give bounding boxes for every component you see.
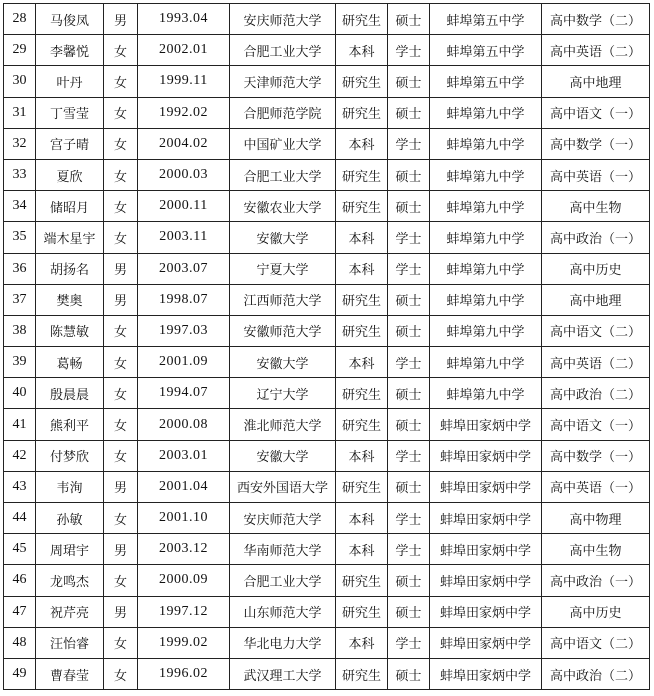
hiring-school-cell: 蚌埠第五中学 [430,66,542,97]
table-row [4,409,650,440]
hiring-school-cell: 蚌埠田家炳中学 [430,471,542,502]
graduate-school-cell: 华南师范大学 [230,534,336,565]
birth-date-cell: 1993.04 [138,4,230,35]
candidate-name-cell: 樊奥 [36,284,104,315]
table-row [4,471,650,502]
hiring-school-cell: 蚌埠田家炳中学 [430,565,542,596]
candidate-name-cell: 马俊凤 [36,4,104,35]
teaching-post-cell: 高中数学（一） [542,128,650,159]
education-level-cell: 本科 [336,222,388,253]
hiring-school-cell: 蚌埠田家炳中学 [430,596,542,627]
row-number-cell: 34 [4,191,36,222]
table-row [4,35,650,66]
education-level-cell: 研究生 [336,284,388,315]
degree-cell: 硕士 [388,565,430,596]
candidate-name-cell: 周珺宇 [36,534,104,565]
row-number-cell: 37 [4,284,36,315]
gender-cell: 女 [104,627,138,658]
education-level-cell: 本科 [336,347,388,378]
education-level-cell: 本科 [336,35,388,66]
table-row [4,159,650,190]
row-number-cell: 31 [4,97,36,128]
gender-cell: 女 [104,440,138,471]
education-level-cell: 本科 [336,534,388,565]
education-level-cell: 研究生 [336,565,388,596]
education-level-cell: 研究生 [336,471,388,502]
teaching-post-cell: 高中生物 [542,191,650,222]
row-number-cell: 44 [4,503,36,534]
education-level-cell: 研究生 [336,66,388,97]
degree-cell: 硕士 [388,191,430,222]
education-level-cell: 本科 [336,627,388,658]
graduate-school-cell: 安庆师范大学 [230,4,336,35]
birth-date-cell: 1997.03 [138,315,230,346]
hiring-school-cell: 蚌埠第九中学 [430,97,542,128]
candidate-name-cell: 曹春莹 [36,658,104,689]
graduate-school-cell: 安徽农业大学 [230,191,336,222]
candidate-name-cell: 陈慧敏 [36,315,104,346]
education-level-cell: 研究生 [336,97,388,128]
degree-cell: 硕士 [388,378,430,409]
gender-cell: 女 [104,658,138,689]
birth-date-cell: 1992.02 [138,97,230,128]
education-level-cell: 研究生 [336,658,388,689]
birth-date-cell: 2001.04 [138,471,230,502]
degree-cell: 学士 [388,347,430,378]
table-row [4,440,650,471]
birth-date-cell: 1996.02 [138,658,230,689]
table-row [4,503,650,534]
degree-cell: 硕士 [388,409,430,440]
degree-cell: 硕士 [388,596,430,627]
hiring-school-cell: 蚌埠第九中学 [430,378,542,409]
graduate-school-cell: 中国矿业大学 [230,128,336,159]
birth-date-cell: 2003.01 [138,440,230,471]
teaching-post-cell: 高中语文（一） [542,97,650,128]
candidate-name-cell: 祝芹亮 [36,596,104,627]
graduate-school-cell: 安徽大学 [230,222,336,253]
candidate-name-cell: 殷晨晨 [36,378,104,409]
teaching-post-cell: 高中数学（一） [542,440,650,471]
graduate-school-cell: 山东师范大学 [230,596,336,627]
gender-cell: 男 [104,471,138,502]
candidate-name-cell: 付梦欣 [36,440,104,471]
gender-cell: 女 [104,565,138,596]
table-body [4,4,650,690]
hiring-school-cell: 蚌埠田家炳中学 [430,503,542,534]
table-row [4,253,650,284]
row-number-cell: 30 [4,66,36,97]
row-number-cell: 29 [4,35,36,66]
gender-cell: 女 [104,97,138,128]
education-level-cell: 本科 [336,440,388,471]
table-row [4,378,650,409]
table-row [4,97,650,128]
teaching-post-cell: 高中英语（一） [542,471,650,502]
table-row [4,534,650,565]
table-row [4,284,650,315]
gender-cell: 男 [104,4,138,35]
candidate-name-cell: 端木星宇 [36,222,104,253]
education-level-cell: 研究生 [336,378,388,409]
graduate-school-cell: 安徽师范大学 [230,315,336,346]
candidate-name-cell: 熊利平 [36,409,104,440]
row-number-cell: 45 [4,534,36,565]
row-number-cell: 28 [4,4,36,35]
candidate-name-cell: 储昭月 [36,191,104,222]
degree-cell: 硕士 [388,315,430,346]
hiring-school-cell: 蚌埠田家炳中学 [430,658,542,689]
graduate-school-cell: 武汉理工大学 [230,658,336,689]
degree-cell: 学士 [388,627,430,658]
row-number-cell: 48 [4,627,36,658]
degree-cell: 学士 [388,222,430,253]
graduate-school-cell: 合肥工业大学 [230,565,336,596]
education-level-cell: 研究生 [336,191,388,222]
degree-cell: 学士 [388,503,430,534]
gender-cell: 女 [104,128,138,159]
gender-cell: 女 [104,35,138,66]
row-number-cell: 32 [4,128,36,159]
education-level-cell: 研究生 [336,596,388,627]
candidate-name-cell: 孙敏 [36,503,104,534]
row-number-cell: 39 [4,347,36,378]
table-row [4,565,650,596]
candidate-name-cell: 韦洵 [36,471,104,502]
degree-cell: 硕士 [388,159,430,190]
candidate-name-cell: 葛畅 [36,347,104,378]
education-level-cell: 研究生 [336,4,388,35]
candidate-name-cell: 丁雪莹 [36,97,104,128]
graduate-school-cell: 华北电力大学 [230,627,336,658]
row-number-cell: 36 [4,253,36,284]
hiring-school-cell: 蚌埠第九中学 [430,222,542,253]
gender-cell: 女 [104,159,138,190]
gender-cell: 女 [104,503,138,534]
candidate-name-cell: 汪怡睿 [36,627,104,658]
education-level-cell: 研究生 [336,159,388,190]
gender-cell: 女 [104,66,138,97]
hiring-school-cell: 蚌埠田家炳中学 [430,534,542,565]
teaching-post-cell: 高中语文（一） [542,409,650,440]
hiring-school-cell: 蚌埠第九中学 [430,128,542,159]
birth-date-cell: 2001.09 [138,347,230,378]
row-number-cell: 41 [4,409,36,440]
degree-cell: 学士 [388,440,430,471]
row-number-cell: 46 [4,565,36,596]
hiring-school-cell: 蚌埠第九中学 [430,159,542,190]
hiring-school-cell: 蚌埠第九中学 [430,253,542,284]
birth-date-cell: 1998.07 [138,284,230,315]
table-row [4,4,650,35]
teaching-post-cell: 高中政治（一） [542,222,650,253]
table-row [4,627,650,658]
teaching-post-cell: 高中地理 [542,284,650,315]
hiring-school-cell: 蚌埠第五中学 [430,35,542,66]
hiring-school-cell: 蚌埠第九中学 [430,191,542,222]
birth-date-cell: 2000.11 [138,191,230,222]
gender-cell: 女 [104,409,138,440]
birth-date-cell: 2002.01 [138,35,230,66]
teaching-post-cell: 高中政治（二） [542,378,650,409]
table-row [4,658,650,689]
birth-date-cell: 2001.10 [138,503,230,534]
teaching-post-cell: 高中英语（二） [542,35,650,66]
degree-cell: 学士 [388,253,430,284]
birth-date-cell: 2003.07 [138,253,230,284]
birth-date-cell: 2000.03 [138,159,230,190]
teaching-post-cell: 高中语文（二） [542,315,650,346]
education-level-cell: 研究生 [336,409,388,440]
birth-date-cell: 1997.12 [138,596,230,627]
birth-date-cell: 2000.09 [138,565,230,596]
education-level-cell: 本科 [336,128,388,159]
table-row [4,596,650,627]
degree-cell: 学士 [388,128,430,159]
degree-cell: 硕士 [388,471,430,502]
birth-date-cell: 2003.12 [138,534,230,565]
gender-cell: 女 [104,347,138,378]
table-row [4,66,650,97]
table-row [4,315,650,346]
teaching-post-cell: 高中历史 [542,253,650,284]
table-row [4,347,650,378]
candidate-name-cell: 李馨悦 [36,35,104,66]
gender-cell: 女 [104,222,138,253]
birth-date-cell: 2000.08 [138,409,230,440]
gender-cell: 女 [104,191,138,222]
graduate-school-cell: 西安外国语大学 [230,471,336,502]
teaching-post-cell: 高中语文（二） [542,627,650,658]
row-number-cell: 40 [4,378,36,409]
row-number-cell: 47 [4,596,36,627]
gender-cell: 男 [104,596,138,627]
candidate-name-cell: 宫子晴 [36,128,104,159]
teaching-post-cell: 高中地理 [542,66,650,97]
education-level-cell: 研究生 [336,315,388,346]
table-row [4,128,650,159]
teaching-post-cell: 高中政治（一） [542,565,650,596]
birth-date-cell: 2003.11 [138,222,230,253]
row-number-cell: 42 [4,440,36,471]
degree-cell: 学士 [388,35,430,66]
gender-cell: 男 [104,253,138,284]
education-level-cell: 本科 [336,503,388,534]
graduate-school-cell: 安庆师范大学 [230,503,336,534]
degree-cell: 硕士 [388,66,430,97]
graduate-school-cell: 淮北师范大学 [230,409,336,440]
graduate-school-cell: 辽宁大学 [230,378,336,409]
birth-date-cell: 2004.02 [138,128,230,159]
candidate-name-cell: 胡扬名 [36,253,104,284]
candidate-name-cell: 叶丹 [36,66,104,97]
hiring-school-cell: 蚌埠第九中学 [430,284,542,315]
degree-cell: 硕士 [388,658,430,689]
gender-cell: 男 [104,284,138,315]
birth-date-cell: 1994.07 [138,378,230,409]
hiring-school-cell: 蚌埠田家炳中学 [430,627,542,658]
gender-cell: 女 [104,378,138,409]
row-number-cell: 38 [4,315,36,346]
row-number-cell: 35 [4,222,36,253]
graduate-school-cell: 天津师范大学 [230,66,336,97]
candidate-name-cell: 夏欣 [36,159,104,190]
graduate-school-cell: 安徽大学 [230,347,336,378]
hiring-school-cell: 蚌埠田家炳中学 [430,440,542,471]
teaching-post-cell: 高中数学（二） [542,4,650,35]
gender-cell: 女 [104,315,138,346]
candidate-name-cell: 龙鸣杰 [36,565,104,596]
birth-date-cell: 1999.02 [138,627,230,658]
candidate-table [3,3,650,690]
hiring-school-cell: 蚌埠第九中学 [430,347,542,378]
hiring-school-cell: 蚌埠第九中学 [430,315,542,346]
graduate-school-cell: 宁夏大学 [230,253,336,284]
degree-cell: 硕士 [388,4,430,35]
gender-cell: 男 [104,534,138,565]
degree-cell: 硕士 [388,284,430,315]
degree-cell: 硕士 [388,97,430,128]
graduate-school-cell: 合肥师范学院 [230,97,336,128]
row-number-cell: 49 [4,658,36,689]
teaching-post-cell: 高中英语（一） [542,159,650,190]
table-row [4,222,650,253]
teaching-post-cell: 高中生物 [542,534,650,565]
birth-date-cell: 1999.11 [138,66,230,97]
teaching-post-cell: 高中历史 [542,596,650,627]
graduate-school-cell: 合肥工业大学 [230,159,336,190]
row-number-cell: 43 [4,471,36,502]
table-row [4,191,650,222]
education-level-cell: 本科 [336,253,388,284]
teaching-post-cell: 高中英语（二） [542,347,650,378]
row-number-cell: 33 [4,159,36,190]
graduate-school-cell: 安徽大学 [230,440,336,471]
hiring-school-cell: 蚌埠田家炳中学 [430,409,542,440]
degree-cell: 学士 [388,534,430,565]
hiring-school-cell: 蚌埠第五中学 [430,4,542,35]
graduate-school-cell: 江西师范大学 [230,284,336,315]
teaching-post-cell: 高中物理 [542,503,650,534]
teaching-post-cell: 高中政治（二） [542,658,650,689]
graduate-school-cell: 合肥工业大学 [230,35,336,66]
